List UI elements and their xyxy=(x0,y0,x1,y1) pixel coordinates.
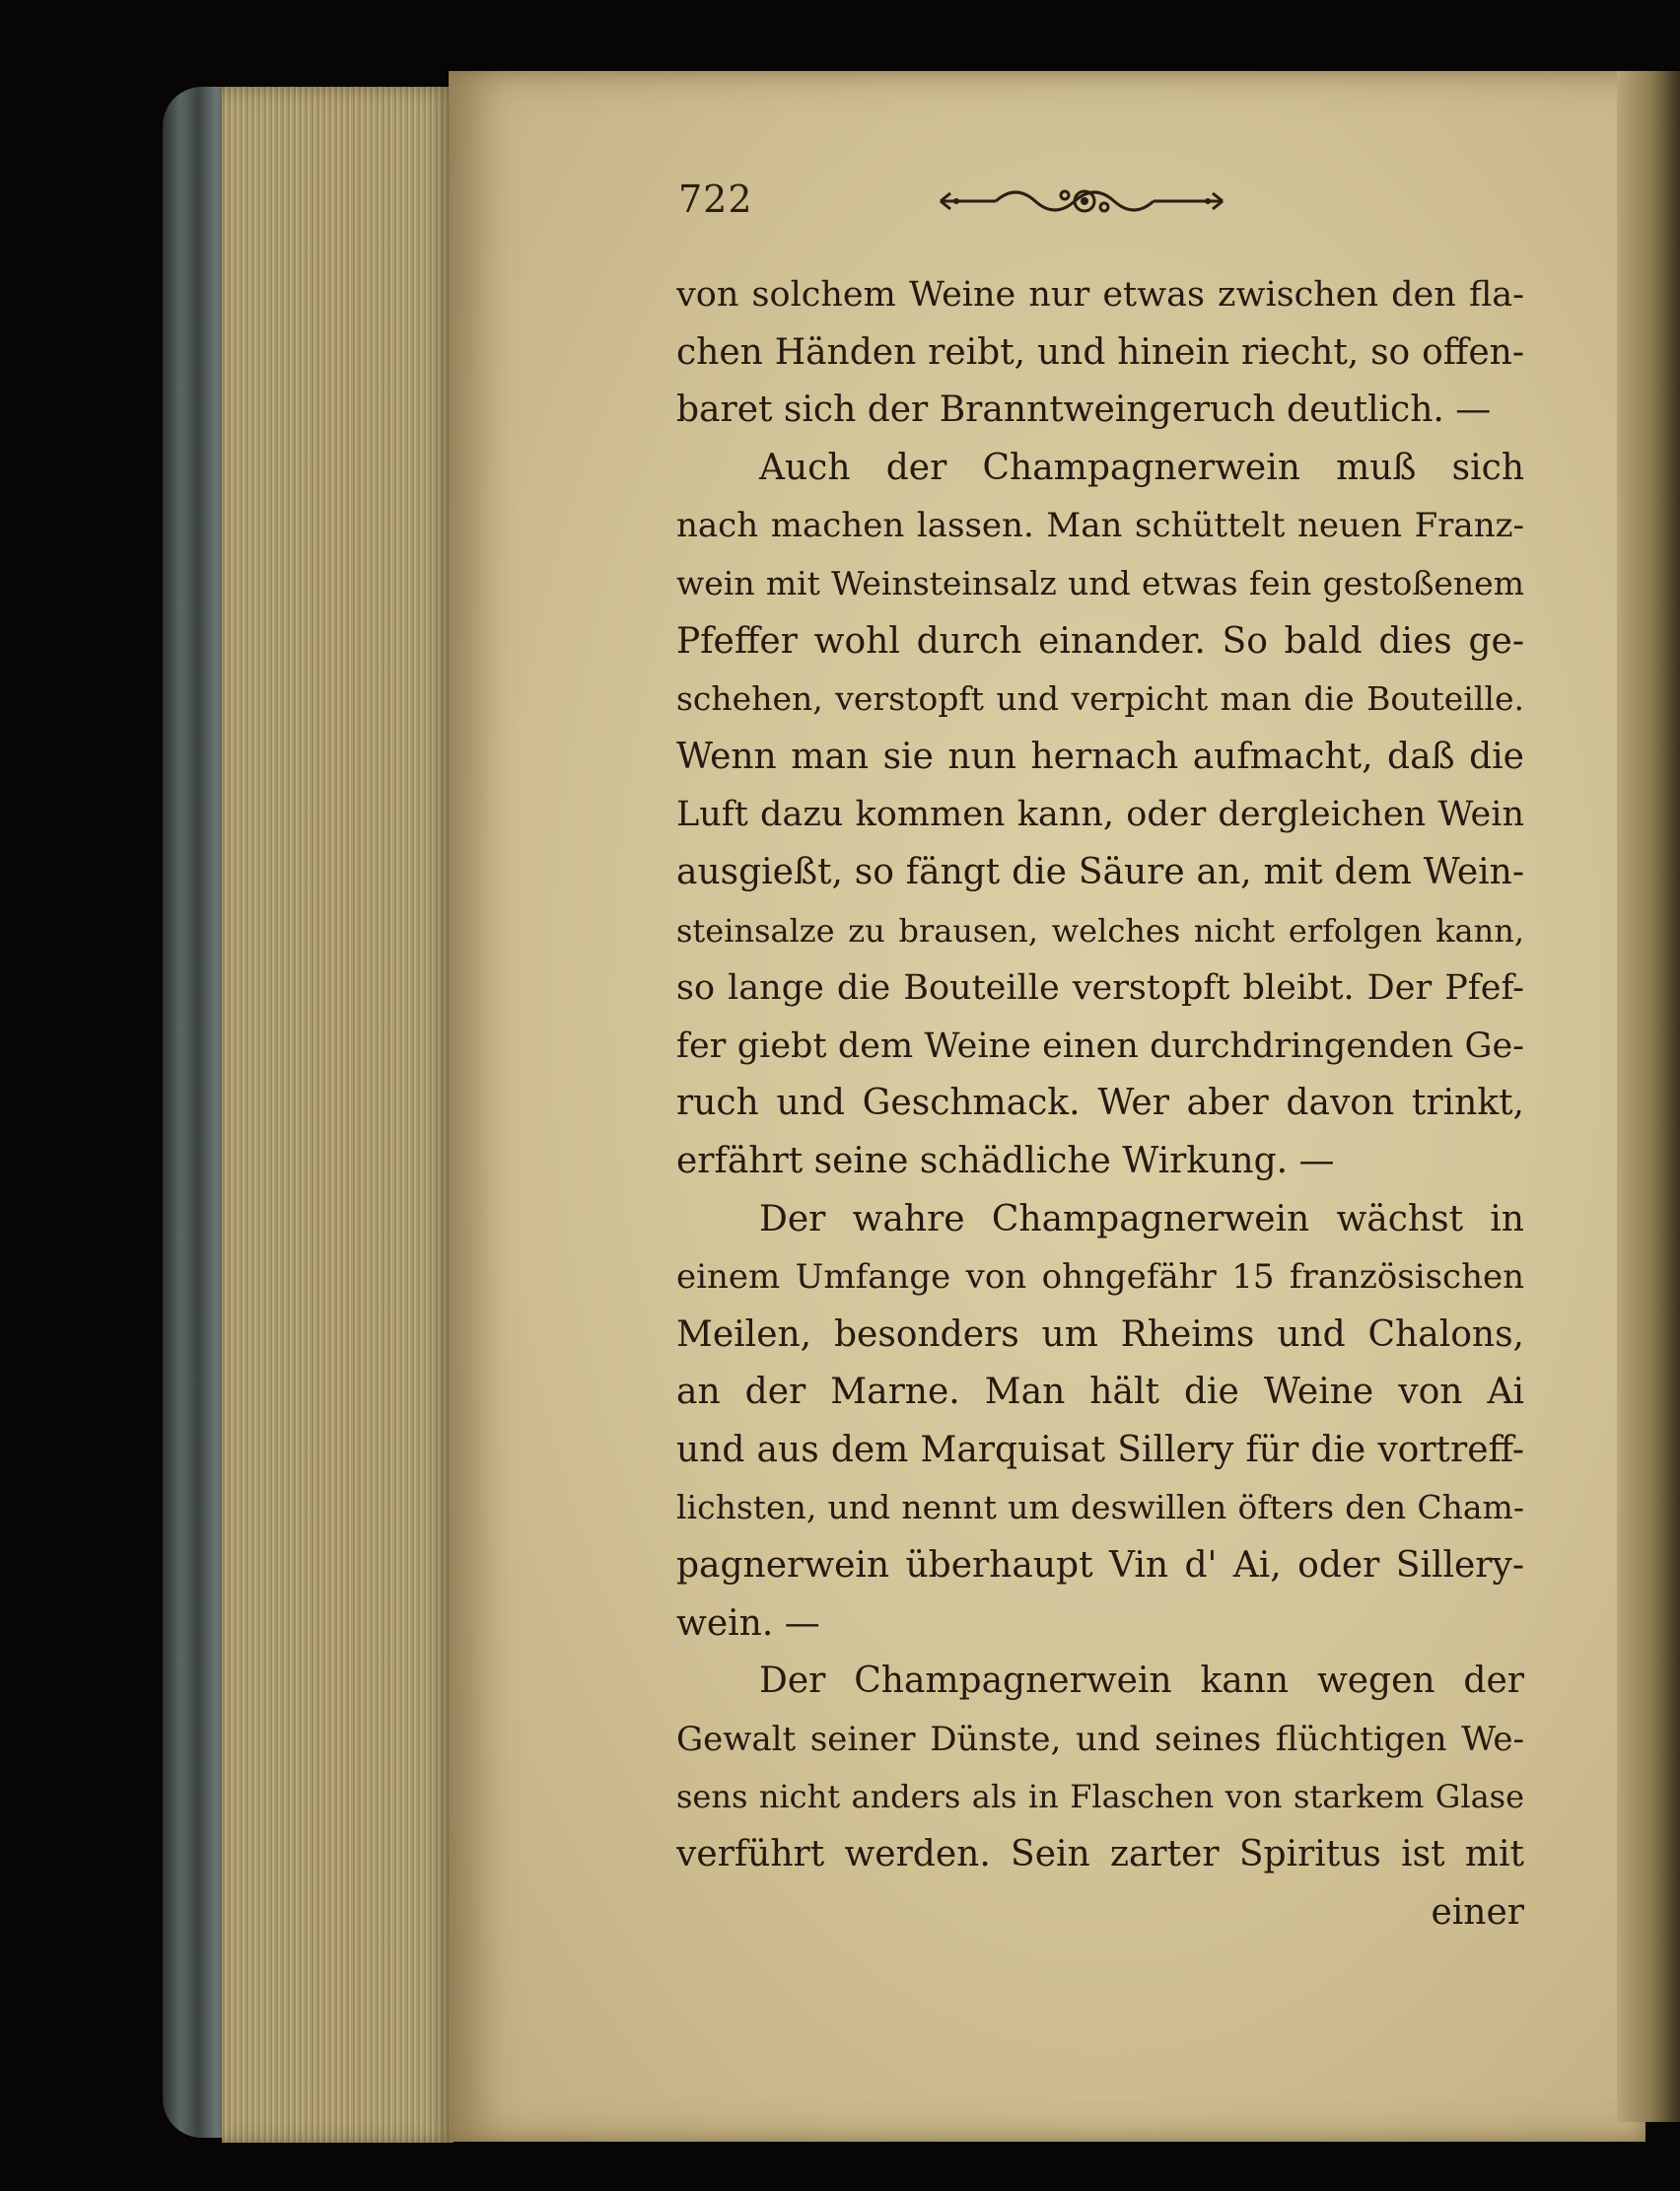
page-text xyxy=(676,266,1524,1942)
page-block-edges xyxy=(222,87,454,2143)
page-number: 722 xyxy=(678,177,753,221)
text-line: nach machen lassen. Man schüttelt neuen Franz- xyxy=(676,506,1524,546)
text-line: von solchem Weine nur etwas zwischen den fla- xyxy=(676,275,1524,315)
ornament-icon xyxy=(937,181,1232,221)
page-gutter xyxy=(1617,71,1680,2122)
text-line: pagnerwein überhaupt Vin d' Ai, oder Sillery- xyxy=(676,1545,1524,1587)
text-line: Meilen, besonders um Rheims und Chalons, xyxy=(676,1313,1524,1355)
text-line: sens nicht anders als in Flaschen von starkem Glase xyxy=(676,1778,1524,1816)
text-line: und aus dem Marquisat Sillery für die vortreff- xyxy=(676,1429,1524,1470)
text-line: Auch der Champagnerwein muß sich xyxy=(759,447,1524,488)
text-line: Pfeffer wohl durch einander. So bald dies ge- xyxy=(676,620,1524,662)
text-line: schehen, verstopft und verpicht man die Bouteille. xyxy=(676,679,1524,719)
text-line: so lange die Bouteille verstopft bleibt. Der Pfef- xyxy=(676,968,1524,1009)
text-line: ruch und Geschmack. Wer aber davon trinkt, xyxy=(676,1083,1524,1124)
text-line: einem Umfange von ohngefähr 15 französischen xyxy=(676,1257,1524,1298)
text-line: fer giebt dem Weine einen durchdringenden Ge- xyxy=(676,1025,1524,1066)
text-line: verführt werden. Sein zarter Spiritus ist mit xyxy=(676,1834,1524,1875)
text-line: Gewalt seiner Dünste, und seines flüchtigen We- xyxy=(676,1719,1524,1759)
text-line: an der Marne. Man hält die Weine von Ai xyxy=(676,1372,1524,1413)
text-line: wein mit Weinsteinsalz und etwas fein gestoßenem xyxy=(676,563,1524,602)
page-header xyxy=(678,177,1526,237)
text-line: chen Händen reibt, und hinein riecht, so offen- xyxy=(676,331,1524,373)
text-line: steinsalze zu brausen, welches nicht erfolgen kann, xyxy=(676,911,1524,950)
text-line: lichsten, und nennt um deswillen öfters den Cham- xyxy=(676,1488,1524,1527)
text-line: Wenn man sie nun hernach aufmacht, daß die xyxy=(676,736,1524,777)
text-line: erfährt seine schädliche Wirkung. — xyxy=(676,1140,1335,1181)
text-line: Der Champagnerwein kann wegen der xyxy=(759,1661,1524,1702)
catchword: einer xyxy=(1431,1891,1524,1933)
text-line: baret sich der Branntweingeruch deutlich. — xyxy=(676,389,1492,431)
text-line: ausgießt, so fängt die Säure an, mit dem Wein- xyxy=(676,851,1524,892)
text-line: Der wahre Champagnerwein wächst in xyxy=(759,1198,1524,1239)
text-line: wein. — xyxy=(676,1602,820,1644)
text-line: Luft dazu kommen kann, oder dergleichen Wein xyxy=(676,795,1524,835)
